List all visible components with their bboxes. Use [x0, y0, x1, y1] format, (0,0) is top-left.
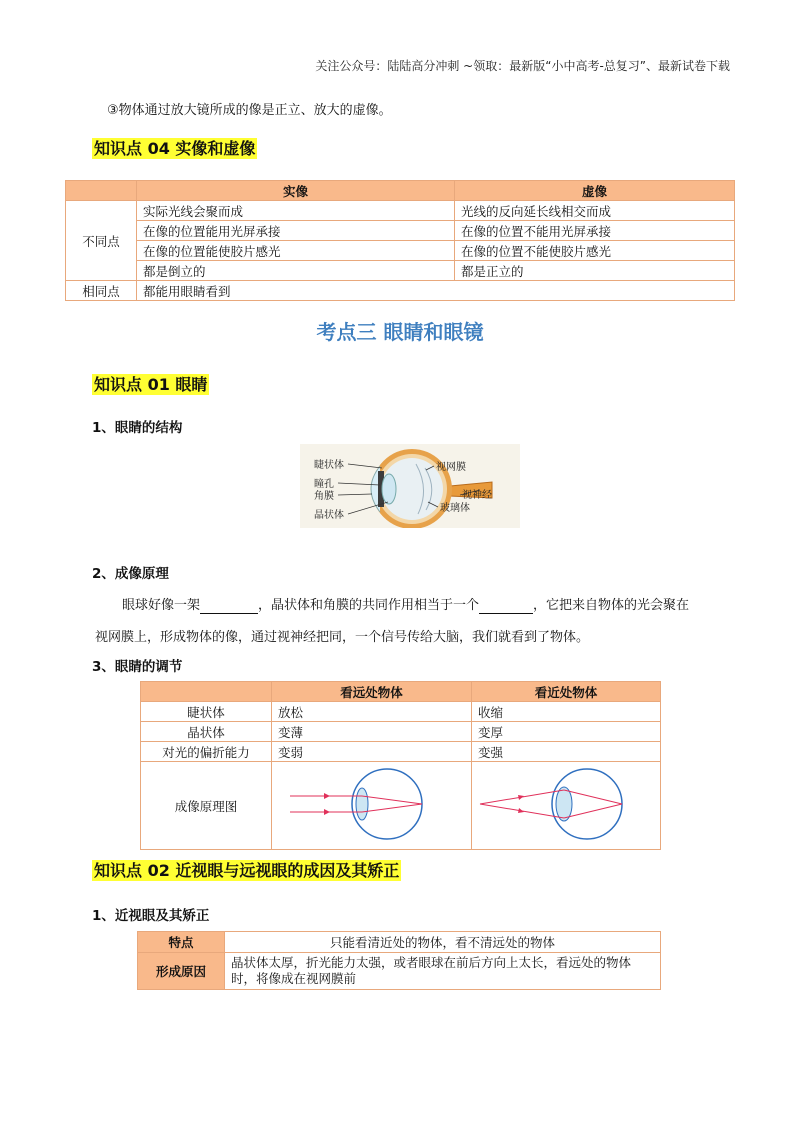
arrow-head — [518, 795, 524, 800]
same-text: 都能用眼睛看到 — [137, 281, 735, 301]
blank-camera — [200, 598, 258, 614]
table-row — [66, 201, 735, 221]
table-row — [141, 722, 661, 742]
label-retina: 视网膜 — [436, 462, 466, 473]
table-row — [66, 241, 735, 261]
table-cell: 光线的反向延长线相交而成 — [455, 201, 735, 221]
refracted-ray — [564, 804, 622, 818]
table-cell: 收缩 — [472, 702, 661, 722]
table-cell: 变弱 — [272, 742, 472, 762]
table-cell: 在像的位置能用光屏承接 — [137, 221, 455, 241]
far-imaging-diagram — [272, 762, 458, 846]
table-cell: 放松 — [272, 702, 472, 722]
refracted-ray — [362, 804, 422, 812]
principle-text-c: ，它把来自物体的光会聚在 — [533, 598, 690, 613]
principle-text-a: 眼球好像一架 — [122, 598, 201, 613]
intro-line: ③物体通过放大镜所成的像是正立、放大的虚像。 — [107, 103, 392, 118]
table-row — [66, 281, 735, 301]
principle-line-1 — [122, 594, 689, 614]
myopia-heading: 1、近视眼及其矫正 — [92, 908, 210, 924]
table-cell: 都是正立的 — [455, 261, 735, 281]
table-header-row — [66, 181, 735, 201]
arrow-head — [518, 808, 524, 813]
label-pupil: 瞳孔 — [314, 479, 334, 490]
arrow-head — [324, 809, 330, 815]
lens-shape — [382, 474, 396, 504]
kp01-heading — [92, 372, 209, 395]
table-cell: 都是倒立的 — [137, 261, 455, 281]
label-lens: 晶状体 — [314, 510, 344, 521]
table-cell: 对光的偏折能力 — [141, 742, 272, 762]
table-row — [66, 221, 735, 241]
table-cell: 晶状体 — [141, 722, 272, 742]
table-cell: 变强 — [472, 742, 661, 762]
myopia-table — [137, 931, 661, 990]
eye-adjustment-table — [140, 681, 661, 850]
principle-text-b: ，晶状体和角膜的共同作用相当于一个 — [258, 598, 480, 613]
eye-lens — [356, 788, 368, 820]
kp01-title: 知识点 01 眼睛 — [94, 375, 208, 394]
row-text-feature: 只能看清近处的物体，看不清远处的物体 — [225, 932, 661, 953]
refracted-ray — [362, 796, 422, 804]
header-cell-virtual: 虚像 — [455, 181, 735, 201]
imaging-principle-heading: 2、成像原理 — [92, 566, 169, 582]
table-row — [66, 261, 735, 281]
table-row — [138, 932, 661, 953]
eye-adjust-heading: 3、眼睛的调节 — [92, 659, 183, 675]
header-cell-near: 看近处物体 — [472, 682, 661, 702]
table-cell: 实际光线会聚而成 — [137, 201, 455, 221]
blank-lens — [479, 598, 533, 614]
table-cell: 在像的位置不能使胶片感光 — [455, 241, 735, 261]
header-cell-far: 看远处物体 — [272, 682, 472, 702]
principle-line-2: 视网膜上，形成物体的像，通过视神经把同，一个信号传给大脑，我们就看到了物体。 — [95, 630, 590, 645]
diagram-label: 成像原理图 — [141, 762, 272, 850]
kp04-heading — [92, 136, 257, 159]
table-row — [141, 702, 661, 722]
near-diagram-cell — [472, 762, 661, 850]
table-cell: 变薄 — [272, 722, 472, 742]
row-label-feature: 特点 — [138, 932, 225, 953]
table-cell: 变厚 — [472, 722, 661, 742]
label-cornea: 角膜 — [314, 491, 334, 502]
label-ciliary: 睫状体 — [314, 460, 344, 471]
kp04-title: 知识点 04 实像和虚像 — [94, 139, 256, 158]
label-optic-nerve: 视神经 — [462, 490, 492, 501]
eye-structure-heading: 1、眼睛的结构 — [92, 420, 183, 436]
table-cell: 睫状体 — [141, 702, 272, 722]
row-label-cause: 形成原因 — [138, 953, 225, 990]
far-diagram-cell — [272, 762, 472, 850]
table-row — [138, 953, 661, 990]
eye-lens — [556, 787, 572, 821]
header-cell-empty — [141, 682, 272, 702]
near-imaging-diagram — [472, 762, 658, 846]
section-title: 考点三 眼睛和眼镜 — [316, 320, 484, 344]
row-text-cause: 晶状体太厚，折光能力太强，或者眼球在前后方向上太长，看远处的物体时，将像成在视网膜前 — [225, 953, 661, 990]
header-note: 关注公众号：陆陆高分冲刺 ~领取：最新版“小中高考-总复习”、最新试卷下载 — [315, 59, 730, 73]
arrow-head — [324, 793, 330, 799]
table-header-row — [141, 682, 661, 702]
header-cell-real: 实像 — [137, 181, 455, 201]
table-row — [141, 742, 661, 762]
same-label: 相同点 — [66, 281, 137, 301]
table-row — [141, 762, 661, 850]
header-cell-empty — [66, 181, 137, 201]
table-cell: 在像的位置不能用光屏承接 — [455, 221, 735, 241]
eye-structure-diagram — [300, 444, 520, 528]
kp02-heading — [92, 858, 401, 881]
label-vitreous: 玻璃体 — [440, 503, 470, 514]
table-cell: 在像的位置能使胶片感光 — [137, 241, 455, 261]
kp02-title: 知识点 02 近视眼与远视眼的成因及其矫正 — [94, 861, 400, 880]
diff-label: 不同点 — [66, 201, 137, 281]
refracted-ray — [564, 790, 622, 804]
real-virtual-image-table — [65, 180, 735, 301]
